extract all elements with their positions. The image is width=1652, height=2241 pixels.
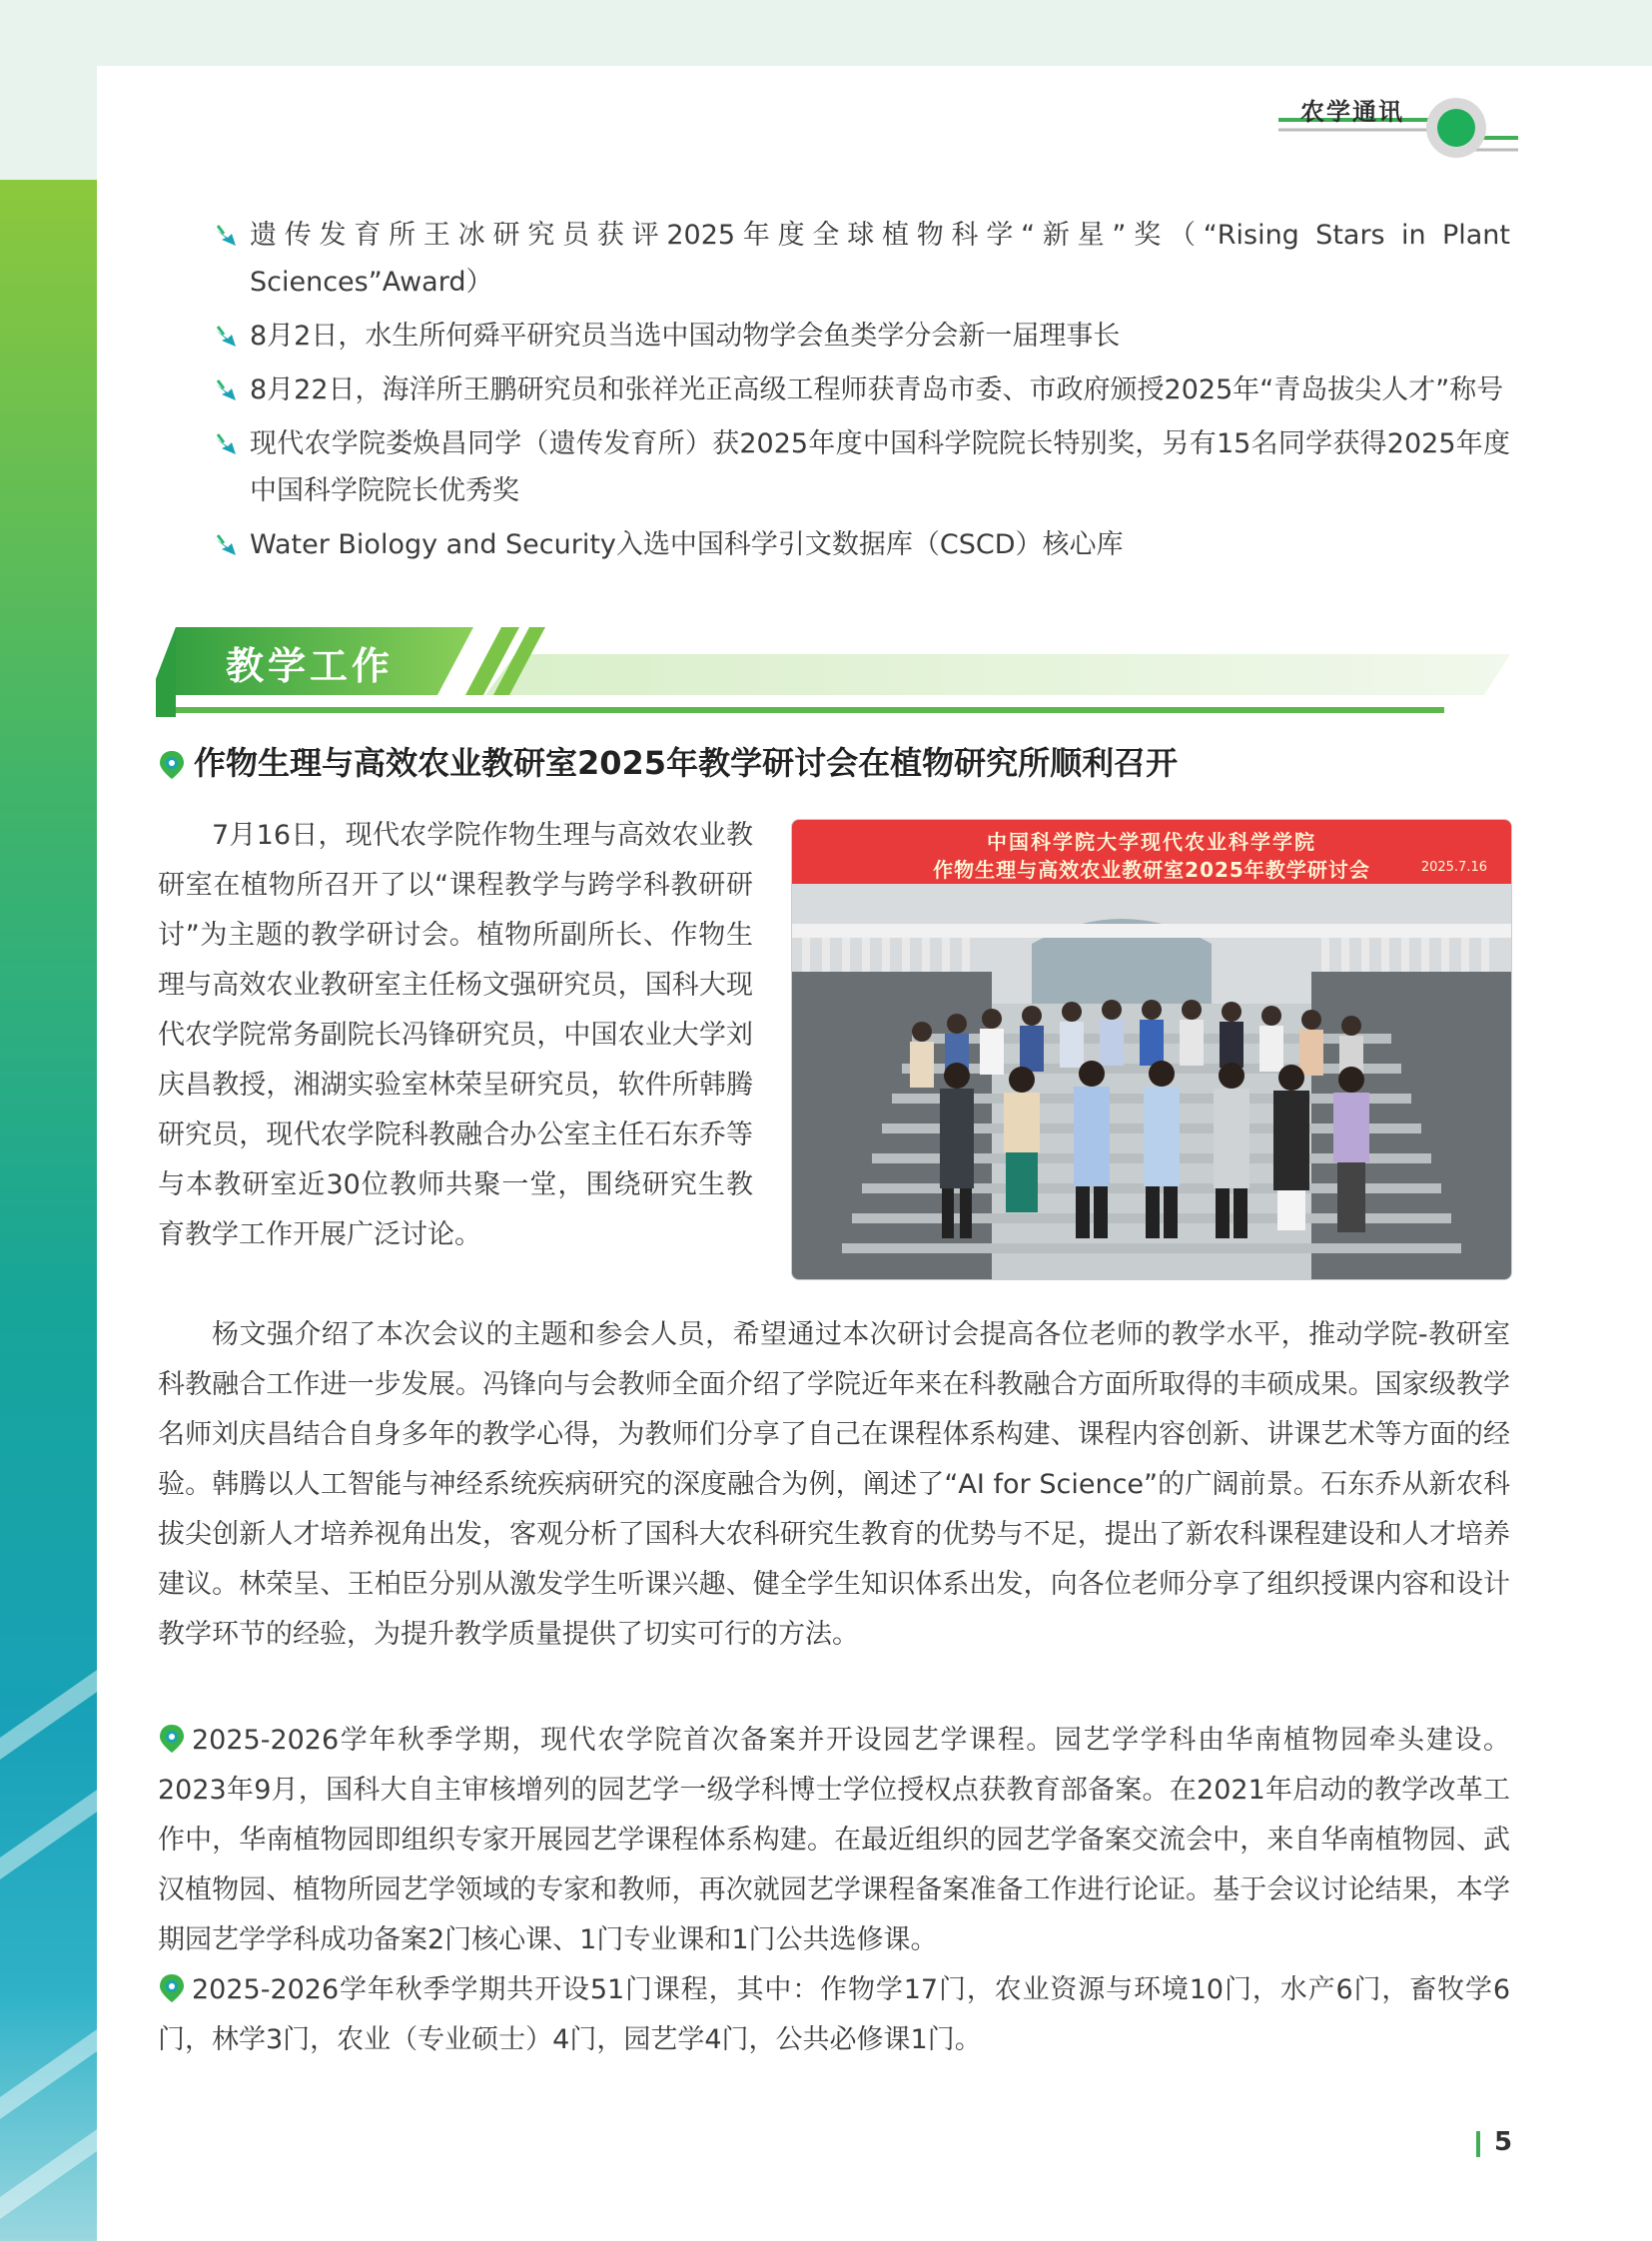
leaf-bullet-icon (214, 224, 242, 248)
list-item (158, 420, 1510, 514)
leaf-bullet-icon (214, 432, 242, 456)
list-item (158, 212, 1510, 306)
photo-scene (792, 884, 1511, 1279)
group-photo (791, 819, 1512, 1280)
section-title: 教学工作 (226, 644, 395, 688)
masthead (1278, 80, 1518, 170)
news-item-text: 现代农学院娄焕昌同学（遗传发育所）获2025年度中国科学院院长特别奖，另有15名同学获得2025年度中国科学院院长优秀奖 (250, 428, 1510, 506)
photo-banner (792, 820, 1511, 884)
leaf-bullet-icon (214, 325, 242, 349)
news-list (158, 212, 1510, 575)
leaf-bullet-icon (214, 533, 242, 557)
news-item-text: Water Biology and Security入选中国科学引文数据库（CSCD）核心库 (250, 529, 1124, 560)
article-title-text: 作物生理与高效农业教研室2025年教学研讨会在植物研究所顺利召开 (194, 744, 1179, 782)
location-pin-icon (158, 750, 186, 780)
list-item (158, 313, 1510, 360)
note-item (158, 1965, 1510, 2065)
masthead-title: 农学通讯 (1300, 98, 1404, 126)
list-item (158, 521, 1510, 568)
photo-banner-line1: 中国科学院大学现代农业科学学院 (987, 830, 1316, 854)
leaf-bullet-icon (214, 378, 242, 402)
photo-banner-date: 2025.7.16 (1420, 860, 1487, 875)
location-pin-icon (158, 1973, 186, 2003)
location-pin-icon (158, 1724, 186, 1754)
page-number-marker (1476, 2131, 1480, 2157)
note-text: 2025-2026学年秋季学期共开设51门课程，其中：作物学17门，农业资源与环境10门，水产6门，畜牧学6门，林学3门，农业（专业硕士）4门，园艺学4门，公共必修课1门。 (158, 1974, 1510, 2055)
news-item-text: 8月2日，水生所何舜平研究员当选中国动物学会鱼类学分会新一届理事长 (250, 321, 1121, 352)
left-decorative-band (0, 180, 97, 2241)
article-paragraph-1: 7月16日，现代农学院作物生理与高效农业教研室在植物所召开了以“课程教学与跨学科教研研讨”为主题的教学研讨会。植物所副所长、作物生理与高效农业教研室主任杨文强研究员，国科大现代农学院常务副院长冯锋研究员，中国农业大学刘庆昌教授，湘湖实验室林荣呈研究员，软件所韩腾研究员，现代农学院科教融合办公室主任石东乔等与本教研室近30位教师共聚一堂，围绕研究生教育教学工作开展广泛讨论。 (158, 820, 753, 1250)
note-text: 2025-2026学年秋季学期，现代农学院首次备案并开设园艺学课程。园艺学学科由华南植物园牵头建设。2023年9月，国科大自主审核增列的园艺学一级学科博士学位授权点获教育部备案。在2021年启动的教学改革工作中，华南植物园即组织专家开展园艺学课程体系构建。在最近组织的园艺学备案交流会中，来自华南植物园、武汉植物园、植物所园艺学领域的专家和教师，再次就园艺学课程备案准备工作进行论证。基于会议讨论结果，本学期园艺学学科成功备案2门核心课、1门专业课和1门公共选修课。 (158, 1725, 1510, 1955)
page-number: 5 (1494, 2127, 1513, 2157)
article-paragraph-2: 杨文强介绍了本次会议的主题和参会人员，希望通过本次研讨会提高各位老师的教学水平，推动学院-教研室科教融合工作进一步发展。冯锋向与会教师全面介绍了学院近年来在科教融合方面所取得的丰硕成果。国家级教学名师刘庆昌结合自身多年的教学心得，为教师们分享了自己在课程体系构建、课程内容创新、讲课艺术等方面的经验。韩腾以人工智能与神经系统疾病研究的深度融合为例，阐述了“AI for Science”的广阔前景。石东乔从新农科拔尖创新人才培养视角出发，客观分析了国科大农科研究生教育的优势与不足，提出了新农科课程建设和人才培养建议。林荣呈、王柏臣分别从激发学生听课兴趣、健全学生知识体系出发，向各位老师分享了组织授课内容和设计教学环节的经验，为提升教学质量提供了切实可行的方法。 (158, 1319, 1510, 1650)
photo-banner-line2: 作物生理与高效农业教研室2025年教学研讨会 (933, 858, 1370, 882)
news-item-text: 遗传发育所王冰研究员获评2025年度全球植物科学“新星”奖（“Rising Stars in Plant Sciences”Award） (250, 220, 1510, 298)
list-item (158, 367, 1510, 413)
news-item-text: 8月22日，海洋所王鹏研究员和张祥光正高级工程师获青岛市委、市政府颁授2025年“青岛拔尖人才”称号 (250, 374, 1504, 405)
section-header (156, 627, 1510, 717)
note-item (158, 1716, 1510, 1965)
